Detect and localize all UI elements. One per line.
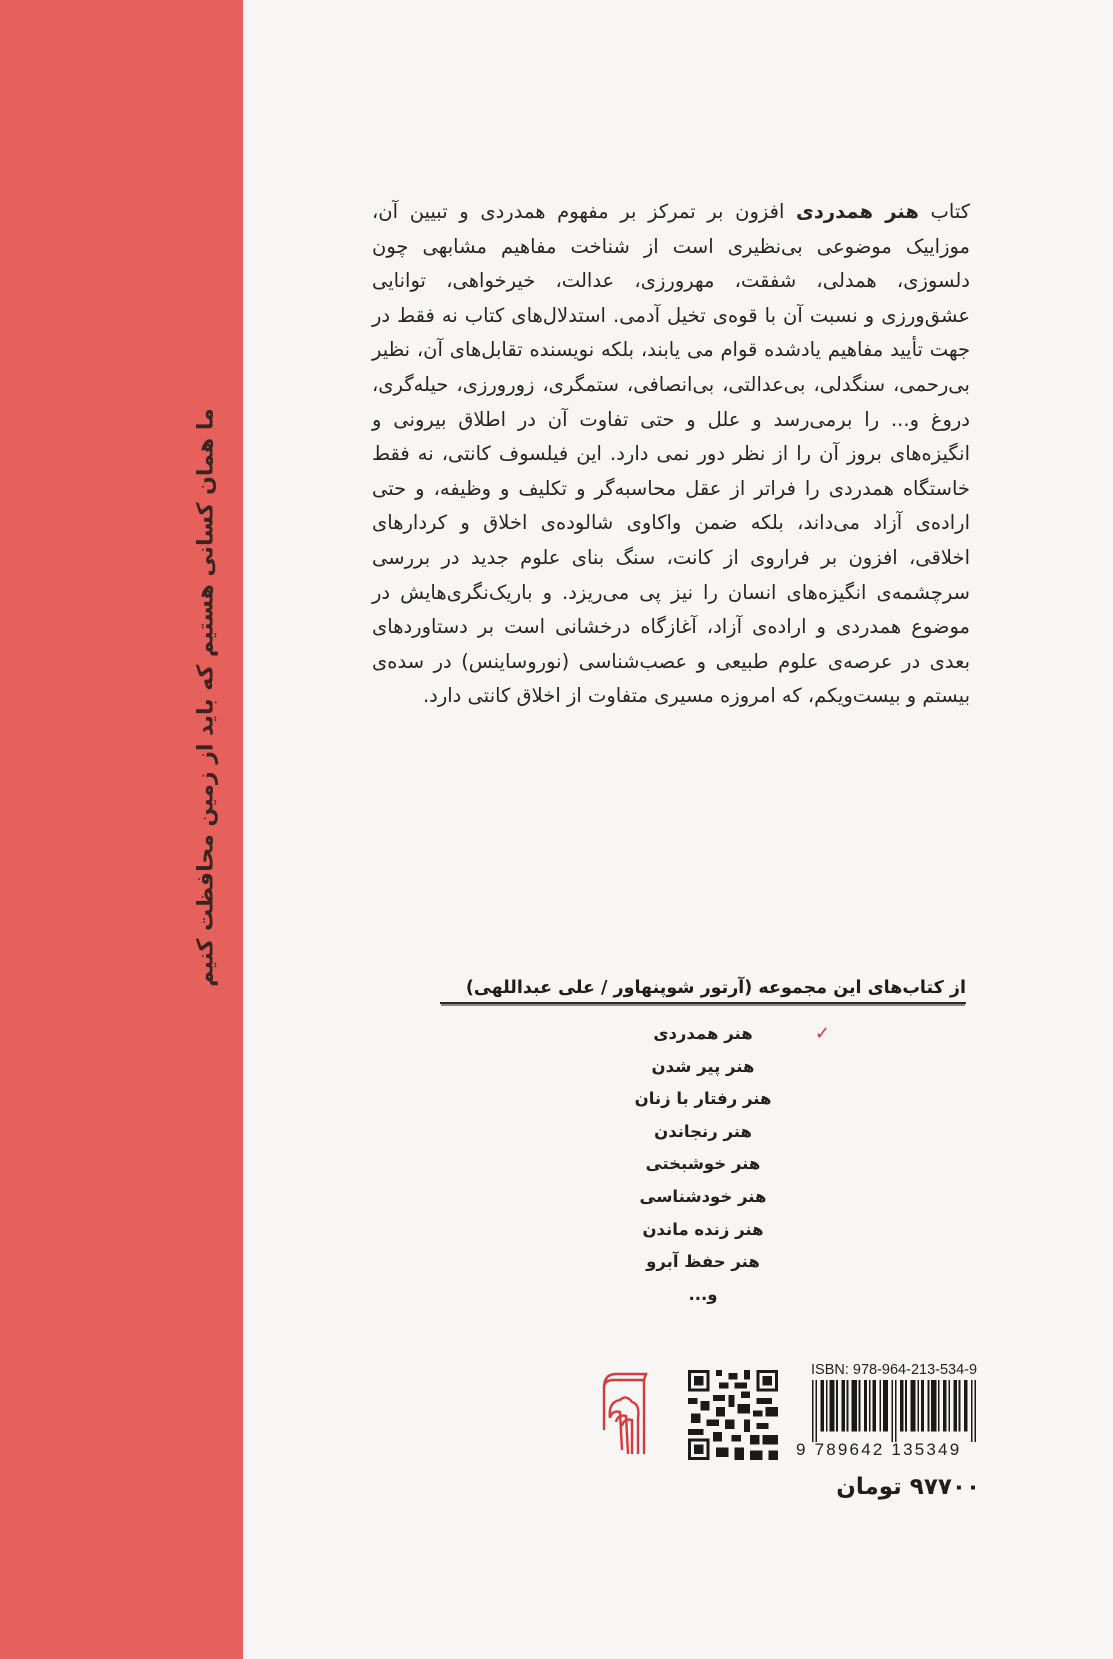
- qr-code-icon: [688, 1370, 778, 1460]
- series-item-label: هنر رفتار با زنان: [634, 1089, 772, 1109]
- spine-tagline: ما همان کسانی هستیم که باید از زمین محافظت کنیم: [193, 408, 219, 987]
- series-list: [440, 1018, 966, 1311]
- series-item-label: هنر خوشبختی: [645, 1154, 761, 1174]
- series-item: [440, 1214, 966, 1247]
- series-item: [440, 1018, 966, 1051]
- series-item-label: هنر خودشناسی: [639, 1186, 767, 1206]
- series-item: [440, 1116, 966, 1149]
- spine-strip: [0, 0, 243, 1659]
- series-item: [440, 1148, 966, 1181]
- series-item-label: هنر حفظ آبرو: [646, 1252, 760, 1272]
- series-item: [440, 1246, 966, 1279]
- series-item: [440, 1051, 966, 1084]
- series-item-label: هنر پیر شدن: [651, 1056, 755, 1076]
- series-item-label: و...: [688, 1284, 718, 1304]
- book-title: هنر همدردی: [796, 200, 919, 223]
- series-item: [440, 1279, 966, 1312]
- price: ۹۷۷۰۰ تومان: [836, 1474, 980, 1500]
- check-icon: ✓: [814, 1023, 830, 1044]
- isbn-label: ISBN: 978-964-213-534-9: [811, 1362, 978, 1378]
- publisher-logo-icon: [600, 1368, 650, 1456]
- series-item: [440, 1181, 966, 1214]
- series-item-label: هنر همدردی: [653, 1024, 753, 1043]
- description-text: افزون بر تمرکز بر مفهوم همدردی و تبیین آن، موزاییک موضوعی بی‌نظیری است از شناخت مفاهیم مشابهی چون دلسوزی، همدلی، شفقت، مهرورزی، عدالت، خیرخواهی، توانایی عشق‌ورزی و نسبت آن با قوه‌ی تخیل آدمی. استدلال‌های کتاب نه فقط در جهت تأیید مفاهیم یادشده قوام می یابند، بلکه نویسنده تقابل‌های آن، نظیر بی‌رحمی، سنگدلی، بی‌عدالتی، بی‌انصافی، ستمگری، زورورزی، حیله‌گری، دروغ و... را برمی‌رسد و علل و حتی تفاوت آن در اطلاق بیرونی و انگیزه‌های بروز آن را از نظر دور نمی دارد. این فیلسوف کانتی، نه فقط خاستگاه همدردی را فراتر از عقل محاسبه‌گر و تکلیف و وظیفه، و حتی اراده‌ی آزاد می‌داند، بلکه ضمن واکاوی شالوده‌ی اخلاق و کردارهای اخلاقی، افزون بر فراروی از کانت، سنگ بنای علوم جدید در بررسی سرچشمه‌ی انگیزه‌های انسان را نیز پی می‌ریزد. و باریک‌نگری‌هایش در موضوع همدردی و اراده‌ی آزاد، آغازگاه درخشانی است بر دستاوردهای بعدی در عرصه‌ی علوم طبیعی و عصب‌شناسی (نوروساینس) در سده‌ی بیستم و بیست‌ویکم، که امروزه مسیری متفاوت از اخلاق کانتی دارد.: [372, 200, 970, 708]
- series-title: از کتاب‌های این مجموعه (آرتور شوپنهاور / علی عبداللهی): [440, 978, 966, 1004]
- series-section: [440, 978, 966, 1311]
- spine-tagline-wrap: [186, 385, 226, 1010]
- lead-prefix: کتاب: [930, 200, 971, 223]
- series-item-label: هنر رنجاندن: [654, 1121, 752, 1141]
- barcode-icon: [812, 1380, 976, 1442]
- series-item-label: هنر زنده ماندن: [642, 1219, 764, 1239]
- barcode-digits: 9 789642 135349: [796, 1440, 962, 1459]
- description-paragraph: [372, 195, 970, 714]
- series-item: [440, 1083, 966, 1116]
